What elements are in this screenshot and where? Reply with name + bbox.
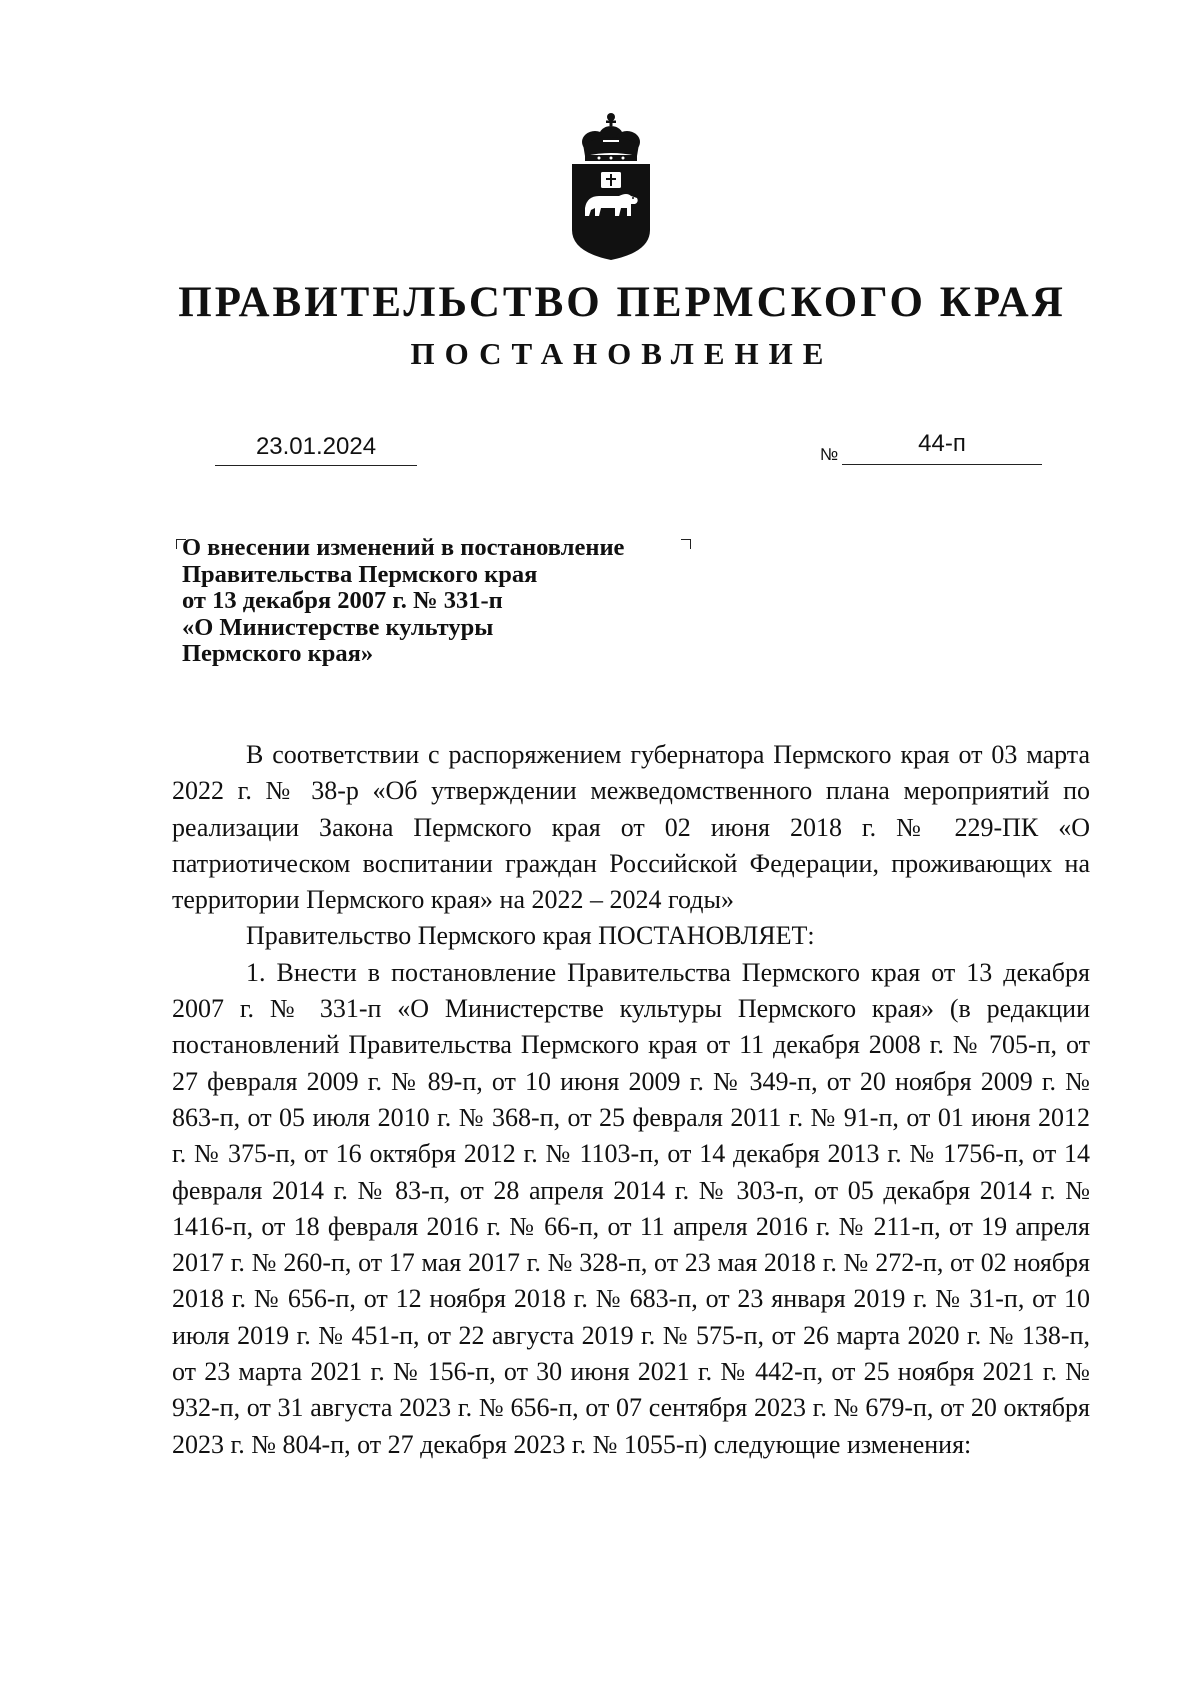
document-date-field [215,425,417,466]
subject-line: О внесении изменений в постановление [182,534,625,561]
document-kind-title: ПОСТАНОВЛЕНИЕ [410,336,834,371]
government-title: ПРАВИТЕЛЬСТВО ПЕРМСКОГО КРАЯ [178,279,1066,326]
document-subject [182,535,702,668]
body-paragraph-preamble: В соответствии с распоряжением губернатора Пермского края от 03 марта 2022 г. № 38-р «Об утверждении межведомственного плана мероприятий по реализации Закона Пермского края от 02 июня 2018 г. № 229-ПК «О патриотическом воспитании граждан Российской Федерации, проживающих на территории Пермского края» на 2022 – 2024 годы» [172,740,1090,915]
document-date: 23.01.2024 [255,433,377,460]
subject-line: от 13 декабря 2007 г. № 331-п [182,587,503,614]
number-sign: № [820,445,839,464]
body-paragraph-item-1: 1. Внести в постановление Правительства Пермского края от 13 декабря 2007 г. № 331-п «О Министерстве культуры Пермского края» (в редакции постановлений Правительства Пермского края от 11 декабря 2008 г. № 705-п, от 27 февраля 2009 г. № 89-п, от 10 июня 2009 г. № 349-п, от 20 ноября 2009 г. № 863-п, от 05 июля 2010 г. № 368-п, от 25 февраля 2011 г. № 91-п, от 01 июня 2012 г. № 375-п, от 16 октября 2012 г. № 1103-п, от 14 декабря 2013 г. № 1756-п, от 14 февраля 2014 г. № 83-п, от 28 апреля 2014 г. № 303-п, от 05 декабря 2014 г. № 1416-п, от 18 февраля 2016 г. № 66-п, от 11 апреля 2016 г. № 211-п, от 19 апреля 2017 г. № 260-п, от 17 мая 2017 г. № 328-п, от 23 мая 2018 г. № 272-п, от 02 ноября 2018 г. № 656-п, от 12 ноября 2018 г. № 683-п, от 23 января 2019 г. № 31-п, от 10 июля 2019 г. № 451-п, от 22 августа 2019 г. № 575-п, от 26 марта 2020 г. № 138-п, от 23 марта 2021 г. № 156-п, от 30 июня 2021 г. № 442-п, от 25 ноября 2021 г. № 932-п, от 31 августа 2023 г. № 656-п, от 07 сентября 2023 г. № 679-п, от 20 октября 2023 г. № 804-п, от 27 декабря 2023 г. № 1055-п) следующие изменения: [172,957,1090,1459]
document-body [172,737,1090,1463]
number-underline [842,424,1042,465]
subject-line: Пермского края» [182,640,374,667]
subject-line: «О Министерстве культуры [182,613,494,641]
body-paragraph-resolves: Правительство Пермского края ПОСТАНОВЛЯЕТ: [246,921,815,951]
coat-of-arms-emblem [567,112,655,262]
document-number-field [820,425,1042,465]
document-number: 44-п [918,430,966,457]
subject-line: Правительства Пермского края [182,560,538,588]
